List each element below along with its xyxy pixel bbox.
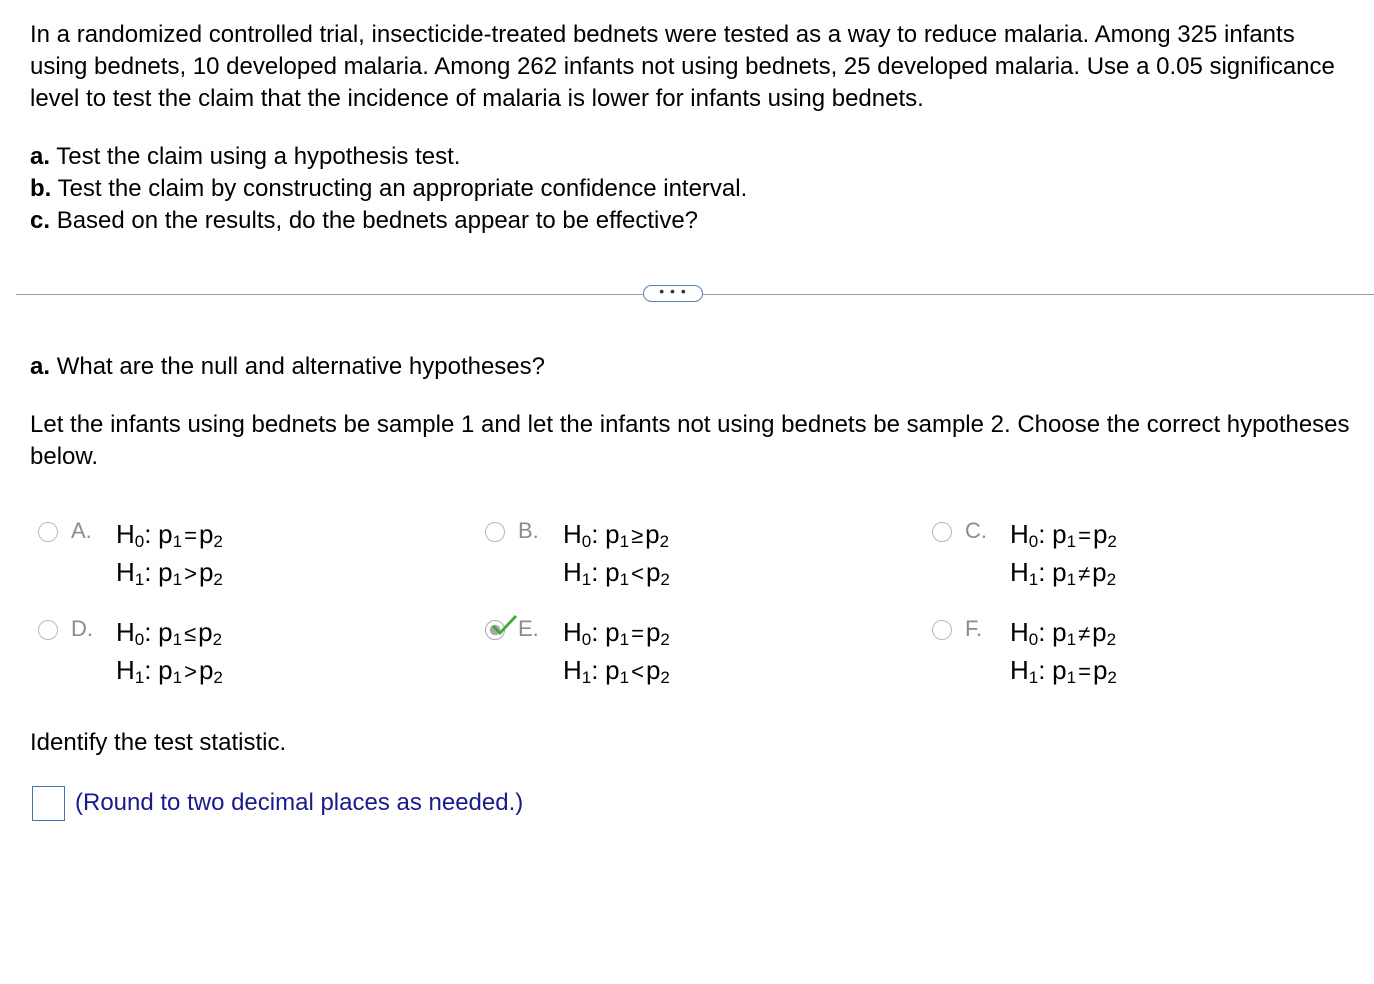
hyp-operator: < xyxy=(631,659,644,684)
hyp-sub2: 2 xyxy=(1107,532,1117,551)
part-text: Based on the results, do the bednets appear to be effective? xyxy=(56,207,699,234)
hyp-sub1: 1 xyxy=(172,570,183,589)
hyp-sub1: 1 xyxy=(1066,570,1077,589)
option-letter: C. xyxy=(965,518,987,543)
hyp-colon: : xyxy=(591,557,599,587)
part-text: Test the claim by constructing an appropriate confidence interval. xyxy=(57,175,748,202)
hypothesis-line xyxy=(563,519,669,557)
hyp-sub: 1 xyxy=(581,668,592,687)
hyp-sub: 1 xyxy=(134,668,145,687)
hyp-p1: p xyxy=(158,519,173,549)
hyp-p1: p xyxy=(1052,519,1067,549)
hyp-colon: : xyxy=(591,655,599,685)
option-letter: B. xyxy=(518,518,539,543)
problem-text: In a randomized controlled trial, insecticide-treated bednets were tested as a way to reduce malaria. Among 325 infants using bednets, 10 developed malaria. Among 262 infants not using bednets, 25 developed malaria. Use a 0.05 significance level to test the claim that the incidence of malaria is lower for infants using bednets. xyxy=(30,21,1335,112)
test-statistic-prompt xyxy=(30,727,1350,759)
hyp-sub2: 2 xyxy=(213,532,223,551)
hyp-sub: 1 xyxy=(581,570,592,589)
hyp-colon: : xyxy=(144,519,152,549)
option-letter: E. xyxy=(518,616,539,641)
hyp-sub2: 2 xyxy=(213,668,223,687)
hypothesis-line xyxy=(1010,519,1117,557)
hypothesis-line xyxy=(116,655,223,693)
hyp-p1: p xyxy=(158,655,173,685)
hypothesis-line xyxy=(1010,617,1116,655)
part-a xyxy=(30,141,1350,173)
radio-button[interactable] xyxy=(485,522,505,542)
hyp-sub: 0 xyxy=(1028,630,1039,649)
hyp-p2: p xyxy=(645,557,661,587)
hypothesis-line xyxy=(563,617,670,655)
hyp-sub: 0 xyxy=(134,630,145,649)
hyp-colon: : xyxy=(144,557,152,587)
expand-more-button[interactable]: • • • xyxy=(643,285,703,302)
hyp-p2: p xyxy=(198,655,214,685)
radio-button[interactable] xyxy=(932,522,952,542)
hyp-sub2: 2 xyxy=(660,668,670,687)
hyp-h: H xyxy=(116,557,135,587)
test-statistic-input[interactable] xyxy=(32,786,65,821)
hyp-p2: p xyxy=(645,519,660,549)
hyp-sub: 1 xyxy=(134,570,145,589)
hyp-p2: p xyxy=(198,519,214,549)
hyp-h: H xyxy=(1010,557,1029,587)
option-c[interactable] xyxy=(932,519,1332,589)
option-b[interactable] xyxy=(485,519,885,589)
hyp-sub1: 1 xyxy=(619,570,630,589)
hypothesis-line xyxy=(116,617,222,655)
hyp-p1: p xyxy=(158,557,173,587)
part-b xyxy=(30,173,1350,205)
problem-parts xyxy=(30,141,1350,237)
hyp-h: H xyxy=(563,617,582,647)
hypothesis-line xyxy=(563,655,670,693)
question-label: a. xyxy=(30,353,51,380)
hyp-p2: p xyxy=(645,655,661,685)
hyp-operator: = xyxy=(631,621,644,646)
hyp-sub1: 1 xyxy=(1066,630,1077,649)
hyp-operator: ≤ xyxy=(184,621,197,646)
hyp-h: H xyxy=(116,617,135,647)
hyp-sub1: 1 xyxy=(619,668,630,687)
rounding-hint: (Round to two decimal places as needed.) xyxy=(75,789,524,816)
instruction-text: Let the infants using bednets be sample 1 and let the infants not using bednets be sample 2. Choose the correct hypotheses below. xyxy=(30,411,1350,470)
option-letter: D. xyxy=(71,616,93,641)
hyp-colon: : xyxy=(591,617,599,647)
hyp-sub1: 1 xyxy=(619,630,630,649)
hypothesis-line xyxy=(1010,557,1116,595)
hyp-colon: : xyxy=(1038,519,1046,549)
hyp-sub1: 1 xyxy=(172,532,183,551)
hyp-sub2: 2 xyxy=(660,630,670,649)
hyp-sub2: 2 xyxy=(213,570,223,589)
hyp-p2: p xyxy=(1092,617,1107,647)
option-e[interactable] xyxy=(485,617,885,687)
hyp-p2: p xyxy=(1092,557,1107,587)
hyp-colon: : xyxy=(144,655,152,685)
part-c xyxy=(30,205,1350,237)
checkmark-icon xyxy=(489,611,519,637)
hypothesis-line xyxy=(563,557,670,595)
hyp-p1: p xyxy=(1052,557,1067,587)
hyp-p1: p xyxy=(605,617,620,647)
hyp-sub2: 2 xyxy=(660,570,670,589)
question-a xyxy=(30,351,1350,383)
hyp-h: H xyxy=(116,655,135,685)
hyp-sub: 0 xyxy=(1028,532,1039,551)
hyp-p1: p xyxy=(605,557,620,587)
hyp-p1: p xyxy=(1052,655,1067,685)
option-letter: F. xyxy=(965,616,983,641)
hypothesis-line xyxy=(116,519,223,557)
hyp-p1: p xyxy=(1052,617,1067,647)
hyp-sub2: 2 xyxy=(1106,570,1117,589)
hyp-h: H xyxy=(1010,519,1029,549)
radio-button[interactable] xyxy=(38,522,58,542)
hyp-operator: = xyxy=(1078,523,1091,548)
hypothesis-line xyxy=(1010,655,1117,693)
hyp-sub1: 1 xyxy=(172,630,183,649)
hyp-colon: : xyxy=(1038,617,1046,647)
part-label: c. xyxy=(30,207,51,234)
test-statistic-prompt-text: Identify the test statistic. xyxy=(30,729,287,756)
part-label: b. xyxy=(30,175,52,202)
hyp-sub2: 2 xyxy=(1107,668,1117,687)
instruction xyxy=(30,409,1350,473)
hyp-sub2: 2 xyxy=(659,532,670,551)
hyp-sub1: 1 xyxy=(1066,532,1077,551)
option-d[interactable] xyxy=(38,617,438,687)
hyp-sub: 0 xyxy=(581,630,592,649)
hyp-h: H xyxy=(563,557,582,587)
hyp-p1: p xyxy=(605,519,620,549)
hyp-operator: = xyxy=(184,523,197,548)
hyp-sub2: 2 xyxy=(212,630,223,649)
hyp-p2: p xyxy=(1092,655,1108,685)
hyp-p1: p xyxy=(605,655,620,685)
hyp-operator: ≠ xyxy=(1078,621,1091,646)
hyp-h: H xyxy=(563,519,582,549)
hyp-operator: ≠ xyxy=(1078,561,1091,586)
question-text: What are the null and alternative hypotheses? xyxy=(56,353,545,380)
hyp-operator: > xyxy=(184,659,197,684)
hyp-colon: : xyxy=(1038,557,1046,587)
hyp-sub1: 1 xyxy=(1066,668,1077,687)
hyp-operator: ≥ xyxy=(631,523,644,548)
part-label: a. xyxy=(30,143,51,170)
divider-left xyxy=(16,294,643,295)
hyp-sub1: 1 xyxy=(172,668,183,687)
hyp-sub2: 2 xyxy=(1106,630,1117,649)
hyp-colon: : xyxy=(1038,655,1046,685)
hyp-h: H xyxy=(1010,655,1029,685)
option-f[interactable] xyxy=(932,617,1332,687)
hyp-sub: 1 xyxy=(1028,570,1039,589)
hyp-operator: > xyxy=(184,561,197,586)
hypothesis-line xyxy=(116,557,223,595)
hyp-sub: 0 xyxy=(581,532,592,551)
radio-button[interactable] xyxy=(932,620,952,640)
hyp-p2: p xyxy=(1092,519,1108,549)
radio-button[interactable] xyxy=(38,620,58,640)
hyp-colon: : xyxy=(591,519,599,549)
option-a[interactable] xyxy=(38,519,438,589)
option-letter: A. xyxy=(71,518,92,543)
hyp-p2: p xyxy=(645,617,661,647)
part-text: Test the claim using a hypothesis test. xyxy=(56,143,461,170)
hyp-operator: = xyxy=(1078,659,1091,684)
hyp-sub1: 1 xyxy=(619,532,630,551)
hyp-sub: 0 xyxy=(134,532,145,551)
hyp-sub: 1 xyxy=(1028,668,1039,687)
hyp-h: H xyxy=(563,655,582,685)
divider-right xyxy=(703,294,1374,295)
hyp-h: H xyxy=(116,519,135,549)
hyp-p1: p xyxy=(158,617,173,647)
problem-statement xyxy=(30,19,1350,115)
hyp-p2: p xyxy=(198,617,213,647)
hyp-operator: < xyxy=(631,561,644,586)
hyp-h: H xyxy=(1010,617,1029,647)
hyp-colon: : xyxy=(144,617,152,647)
hyp-p2: p xyxy=(198,557,214,587)
